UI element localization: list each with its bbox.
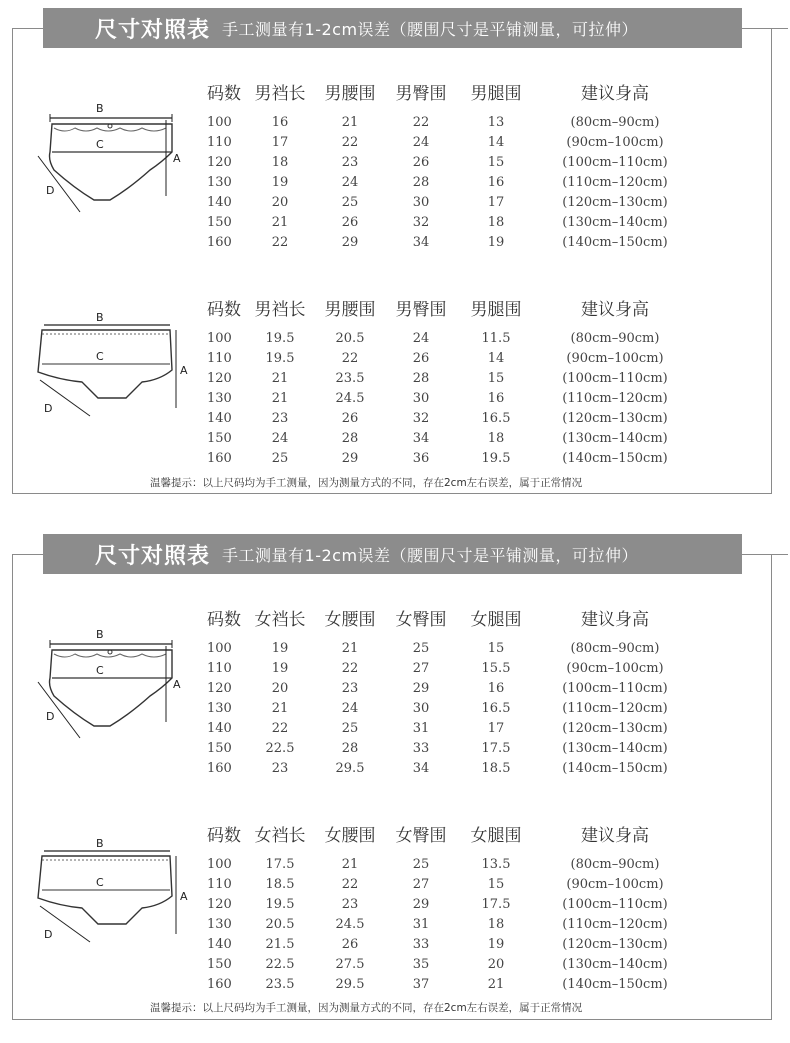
banner-subtitle: 手工测量有1-2cm误差（腰围尺寸是平铺测量，可拉伸） bbox=[222, 19, 639, 39]
table-cell: 25 bbox=[412, 640, 430, 656]
table-cell: 150 bbox=[207, 430, 232, 446]
column-header: 女腰围 bbox=[324, 825, 376, 846]
table-cell: (120cm–130cm) bbox=[562, 194, 668, 210]
table-cell: 33 bbox=[412, 740, 430, 756]
table-cell: (80cm–90cm) bbox=[570, 330, 660, 346]
table-cell: 18.5 bbox=[265, 876, 295, 892]
table-cell: 16 bbox=[487, 680, 505, 696]
table-cell: 160 bbox=[207, 760, 232, 776]
table-cell: 120 bbox=[207, 680, 232, 696]
table-cell: 31 bbox=[412, 916, 430, 932]
table-cell: 19 bbox=[271, 660, 289, 676]
table-cell: 19 bbox=[271, 640, 289, 656]
table-cell: 23 bbox=[271, 410, 289, 426]
column-header: 女裆长 bbox=[254, 609, 306, 630]
table-cell: 160 bbox=[207, 976, 232, 992]
label-a: A bbox=[180, 890, 188, 903]
table-cell: 17.5 bbox=[481, 740, 511, 756]
table-cell: 21 bbox=[341, 114, 359, 130]
table-row bbox=[195, 758, 715, 778]
banner-title: 尺寸对照表 bbox=[95, 16, 211, 43]
table-cell: 100 bbox=[207, 114, 232, 130]
table-cell: 21 bbox=[271, 370, 289, 386]
table-cell: 16.5 bbox=[481, 700, 511, 716]
label-b: B bbox=[96, 837, 104, 850]
table-cell: 21 bbox=[341, 640, 359, 656]
table-row bbox=[195, 678, 715, 698]
table-cell: (140cm–150cm) bbox=[562, 234, 668, 250]
table-cell: 24 bbox=[271, 430, 289, 446]
table-cell: 14 bbox=[487, 134, 505, 150]
column-header: 码数 bbox=[207, 299, 241, 320]
table-cell: 34 bbox=[412, 234, 430, 250]
table-cell: 15.5 bbox=[481, 660, 511, 676]
table-cell: (140cm–150cm) bbox=[562, 450, 668, 466]
table-cell: 23.5 bbox=[265, 976, 295, 992]
table-row bbox=[195, 954, 715, 974]
label-c: C bbox=[96, 876, 104, 889]
table-cell: 21.5 bbox=[265, 936, 295, 952]
table-cell: (100cm–110cm) bbox=[562, 370, 668, 386]
table-cell: (120cm–130cm) bbox=[562, 410, 668, 426]
table-cell: 17 bbox=[271, 134, 289, 150]
table-row bbox=[195, 328, 715, 348]
table-cell: 17.5 bbox=[481, 896, 511, 912]
table-cell: (100cm–110cm) bbox=[562, 680, 668, 696]
table-cell: 34 bbox=[412, 430, 430, 446]
table-cell: 26 bbox=[412, 350, 430, 366]
label-d: D bbox=[46, 184, 55, 197]
briefs-diagram bbox=[30, 100, 195, 220]
table-cell: 17 bbox=[487, 194, 505, 210]
table-cell: 20 bbox=[271, 194, 289, 210]
table-cell: 37 bbox=[412, 976, 430, 992]
table-cell: (130cm–140cm) bbox=[562, 956, 668, 972]
table-cell: 120 bbox=[207, 370, 232, 386]
label-d: D bbox=[46, 710, 55, 723]
column-header: 男腿围 bbox=[470, 83, 522, 104]
table-cell: 28 bbox=[412, 174, 430, 190]
table-cell: 13 bbox=[487, 114, 505, 130]
table-row bbox=[195, 172, 715, 192]
table-cell: 26 bbox=[412, 154, 430, 170]
table-row bbox=[195, 368, 715, 388]
column-header: 码数 bbox=[207, 83, 241, 104]
table-cell: 15 bbox=[487, 876, 505, 892]
table-cell: 28 bbox=[412, 370, 430, 386]
table-row bbox=[195, 934, 715, 954]
table-cell: (80cm–90cm) bbox=[570, 640, 660, 656]
table-cell: 29 bbox=[412, 896, 430, 912]
table-cell: 15 bbox=[487, 154, 505, 170]
table-cell: 140 bbox=[207, 410, 232, 426]
table-cell: 100 bbox=[207, 856, 232, 872]
table-cell: 24 bbox=[412, 134, 430, 150]
label-c: C bbox=[96, 664, 104, 677]
table-cell: 21 bbox=[271, 390, 289, 406]
column-header: 男臀围 bbox=[395, 299, 447, 320]
label-d: D bbox=[44, 928, 53, 941]
column-header: 男腰围 bbox=[324, 299, 376, 320]
table-cell: 130 bbox=[207, 174, 232, 190]
table-cell: 28 bbox=[341, 740, 359, 756]
table-cell: 19.5 bbox=[265, 350, 295, 366]
column-header: 建议身高 bbox=[581, 825, 649, 846]
table-cell: (80cm–90cm) bbox=[570, 856, 660, 872]
table-cell: 18 bbox=[487, 214, 505, 230]
column-header: 女臀围 bbox=[395, 825, 447, 846]
table-cell: 17 bbox=[487, 720, 505, 736]
table-row bbox=[195, 854, 715, 874]
size-table-3 bbox=[195, 602, 715, 778]
column-header: 男臀围 bbox=[395, 83, 447, 104]
table-cell: 24 bbox=[341, 700, 359, 716]
table-cell: 18 bbox=[271, 154, 289, 170]
column-header: 男裆长 bbox=[254, 83, 306, 104]
table-cell: 130 bbox=[207, 390, 232, 406]
table-cell: 23 bbox=[341, 154, 359, 170]
table-header bbox=[195, 602, 715, 632]
column-header: 建议身高 bbox=[581, 83, 649, 104]
table-cell: (120cm–130cm) bbox=[562, 720, 668, 736]
table-row bbox=[195, 388, 715, 408]
size-table-1 bbox=[195, 76, 715, 252]
table-cell: (130cm–140cm) bbox=[562, 430, 668, 446]
table-cell: 22 bbox=[271, 234, 289, 250]
table-row bbox=[195, 132, 715, 152]
table-cell: 25 bbox=[412, 856, 430, 872]
column-header: 女腿围 bbox=[470, 609, 522, 630]
table-cell: 26 bbox=[341, 214, 359, 230]
table-row bbox=[195, 658, 715, 678]
table-cell: 29 bbox=[412, 680, 430, 696]
column-header: 码数 bbox=[207, 825, 241, 846]
table-row bbox=[195, 112, 715, 132]
table-cell: 35 bbox=[412, 956, 430, 972]
table-cell: 18 bbox=[487, 916, 505, 932]
table-row bbox=[195, 718, 715, 738]
size-chart-banner bbox=[43, 8, 742, 48]
table-cell: 160 bbox=[207, 450, 232, 466]
table-cell: 19.5 bbox=[265, 330, 295, 346]
label-b: B bbox=[96, 311, 104, 324]
table-cell: (130cm–140cm) bbox=[562, 740, 668, 756]
label-c: C bbox=[96, 138, 104, 151]
table-cell: 22 bbox=[341, 350, 359, 366]
label-a: A bbox=[173, 678, 181, 691]
table-cell: 34 bbox=[412, 760, 430, 776]
table-cell: 13.5 bbox=[481, 856, 511, 872]
table-cell: 23.5 bbox=[335, 370, 365, 386]
table-cell: 33 bbox=[412, 936, 430, 952]
table-cell: 22.5 bbox=[265, 740, 295, 756]
label-b: B bbox=[96, 628, 104, 641]
boxer-diagram bbox=[30, 310, 195, 420]
table-cell: 27 bbox=[412, 876, 430, 892]
size-table-2 bbox=[195, 292, 715, 468]
table-cell: (120cm–130cm) bbox=[562, 936, 668, 952]
table-cell: 23 bbox=[271, 760, 289, 776]
column-header: 建议身高 bbox=[581, 609, 649, 630]
table-cell: 17.5 bbox=[265, 856, 295, 872]
table-cell: 18 bbox=[487, 430, 505, 446]
table-cell: 30 bbox=[412, 390, 430, 406]
table-header bbox=[195, 292, 715, 322]
column-header: 女腰围 bbox=[324, 609, 376, 630]
table-row bbox=[195, 448, 715, 468]
table-cell: (110cm–120cm) bbox=[562, 174, 668, 190]
banner-subtitle: 手工测量有1-2cm误差（腰围尺寸是平铺测量，可拉伸） bbox=[222, 545, 639, 565]
table-row bbox=[195, 894, 715, 914]
table-cell: 24.5 bbox=[335, 390, 365, 406]
table-cell: 19 bbox=[271, 174, 289, 190]
table-cell: 29 bbox=[341, 234, 359, 250]
column-header: 女腿围 bbox=[470, 825, 522, 846]
table-cell: 20 bbox=[271, 680, 289, 696]
table-cell: (90cm–100cm) bbox=[566, 350, 664, 366]
table-cell: 110 bbox=[207, 660, 232, 676]
table-row bbox=[195, 348, 715, 368]
table-cell: 14 bbox=[487, 350, 505, 366]
table-row bbox=[195, 738, 715, 758]
table-cell: 24.5 bbox=[335, 916, 365, 932]
table-cell: (100cm–110cm) bbox=[562, 896, 668, 912]
table-cell: 25 bbox=[341, 194, 359, 210]
table-cell: 19 bbox=[487, 936, 505, 952]
table-cell: 26 bbox=[341, 410, 359, 426]
column-header: 建议身高 bbox=[581, 299, 649, 320]
column-header: 男腿围 bbox=[470, 299, 522, 320]
table-header bbox=[195, 76, 715, 106]
table-cell: 110 bbox=[207, 876, 232, 892]
table-cell: 11.5 bbox=[481, 330, 511, 346]
table-cell: 22 bbox=[412, 114, 430, 130]
table-row bbox=[195, 874, 715, 894]
table-cell: 25 bbox=[271, 450, 289, 466]
table-cell: 21 bbox=[271, 214, 289, 230]
table-cell: 120 bbox=[207, 896, 232, 912]
table-header bbox=[195, 818, 715, 848]
table-cell: 19.5 bbox=[265, 896, 295, 912]
table-cell: 150 bbox=[207, 740, 232, 756]
table-cell: 23 bbox=[341, 896, 359, 912]
table-row bbox=[195, 974, 715, 994]
table-cell: (90cm–100cm) bbox=[566, 876, 664, 892]
table-cell: 16.5 bbox=[481, 410, 511, 426]
table-cell: 20 bbox=[487, 956, 505, 972]
table-cell: 15 bbox=[487, 370, 505, 386]
table-cell: 16 bbox=[487, 390, 505, 406]
table-cell: 24 bbox=[412, 330, 430, 346]
table-row bbox=[195, 428, 715, 448]
table-cell: 100 bbox=[207, 330, 232, 346]
table-cell: (110cm–120cm) bbox=[562, 390, 668, 406]
table-cell: 31 bbox=[412, 720, 430, 736]
table-cell: 16 bbox=[487, 174, 505, 190]
table-cell: 29.5 bbox=[335, 760, 365, 776]
size-note: 温馨提示：以上尺码均为手工测量，因为测量方式的不同，存在2cm左右误差，属于正常情况 bbox=[150, 1002, 583, 1014]
table-cell: (80cm–90cm) bbox=[570, 114, 660, 130]
table-cell: 30 bbox=[412, 700, 430, 716]
column-header: 女臀围 bbox=[395, 609, 447, 630]
table-cell: 28 bbox=[341, 430, 359, 446]
table-cell: 19.5 bbox=[481, 450, 511, 466]
table-cell: (90cm–100cm) bbox=[566, 660, 664, 676]
table-cell: 29.5 bbox=[335, 976, 365, 992]
table-cell: 140 bbox=[207, 720, 232, 736]
table-row bbox=[195, 192, 715, 212]
table-cell: 19 bbox=[487, 234, 505, 250]
table-cell: (140cm–150cm) bbox=[562, 976, 668, 992]
table-cell: (90cm–100cm) bbox=[566, 134, 664, 150]
table-cell: 130 bbox=[207, 700, 232, 716]
label-b: B bbox=[96, 102, 104, 115]
table-cell: (110cm–120cm) bbox=[562, 916, 668, 932]
table-cell: 21 bbox=[487, 976, 505, 992]
table-cell: (100cm–110cm) bbox=[562, 154, 668, 170]
table-cell: 22 bbox=[341, 660, 359, 676]
column-header: 女裆长 bbox=[254, 825, 306, 846]
table-cell: 27.5 bbox=[335, 956, 365, 972]
table-cell: 110 bbox=[207, 134, 232, 150]
table-row bbox=[195, 698, 715, 718]
table-cell: 15 bbox=[487, 640, 505, 656]
table-cell: 26 bbox=[341, 936, 359, 952]
table-cell: 140 bbox=[207, 936, 232, 952]
table-row bbox=[195, 914, 715, 934]
size-table-4 bbox=[195, 818, 715, 994]
table-cell: 130 bbox=[207, 916, 232, 932]
table-cell: 20.5 bbox=[265, 916, 295, 932]
column-header: 男裆长 bbox=[254, 299, 306, 320]
table-cell: 24 bbox=[341, 174, 359, 190]
table-row bbox=[195, 408, 715, 428]
table-cell: 18.5 bbox=[481, 760, 511, 776]
table-cell: (130cm–140cm) bbox=[562, 214, 668, 230]
table-cell: 150 bbox=[207, 956, 232, 972]
table-cell: 27 bbox=[412, 660, 430, 676]
table-cell: 140 bbox=[207, 194, 232, 210]
table-cell: 150 bbox=[207, 214, 232, 230]
banner-title: 尺寸对照表 bbox=[95, 542, 211, 569]
table-cell: 22.5 bbox=[265, 956, 295, 972]
table-cell: 22 bbox=[341, 134, 359, 150]
table-cell: 21 bbox=[271, 700, 289, 716]
label-d: D bbox=[44, 402, 53, 415]
label-a: A bbox=[180, 364, 188, 377]
table-cell: 32 bbox=[412, 214, 430, 230]
size-note: 温馨提示：以上尺码均为手工测量，因为测量方式的不同，存在2cm左右误差，属于正常情况 bbox=[150, 477, 583, 489]
size-chart-banner bbox=[43, 534, 742, 574]
table-row bbox=[195, 212, 715, 232]
table-cell: 23 bbox=[341, 680, 359, 696]
table-cell: (140cm–150cm) bbox=[562, 760, 668, 776]
table-cell: 110 bbox=[207, 350, 232, 366]
table-row bbox=[195, 638, 715, 658]
table-cell: (110cm–120cm) bbox=[562, 700, 668, 716]
table-cell: 22 bbox=[341, 876, 359, 892]
table-row bbox=[195, 152, 715, 172]
label-a: A bbox=[173, 152, 181, 165]
table-cell: 21 bbox=[341, 856, 359, 872]
table-cell: 25 bbox=[341, 720, 359, 736]
table-cell: 20.5 bbox=[335, 330, 365, 346]
table-row bbox=[195, 232, 715, 252]
table-cell: 32 bbox=[412, 410, 430, 426]
label-c: C bbox=[96, 350, 104, 363]
table-cell: 29 bbox=[341, 450, 359, 466]
table-cell: 36 bbox=[412, 450, 430, 466]
table-cell: 16 bbox=[271, 114, 289, 130]
table-cell: 120 bbox=[207, 154, 232, 170]
table-cell: 100 bbox=[207, 640, 232, 656]
boxer-diagram bbox=[30, 836, 195, 946]
column-header: 码数 bbox=[207, 609, 241, 630]
briefs-diagram bbox=[30, 626, 195, 746]
table-cell: 160 bbox=[207, 234, 232, 250]
column-header: 男腰围 bbox=[324, 83, 376, 104]
table-cell: 22 bbox=[271, 720, 289, 736]
table-cell: 30 bbox=[412, 194, 430, 210]
